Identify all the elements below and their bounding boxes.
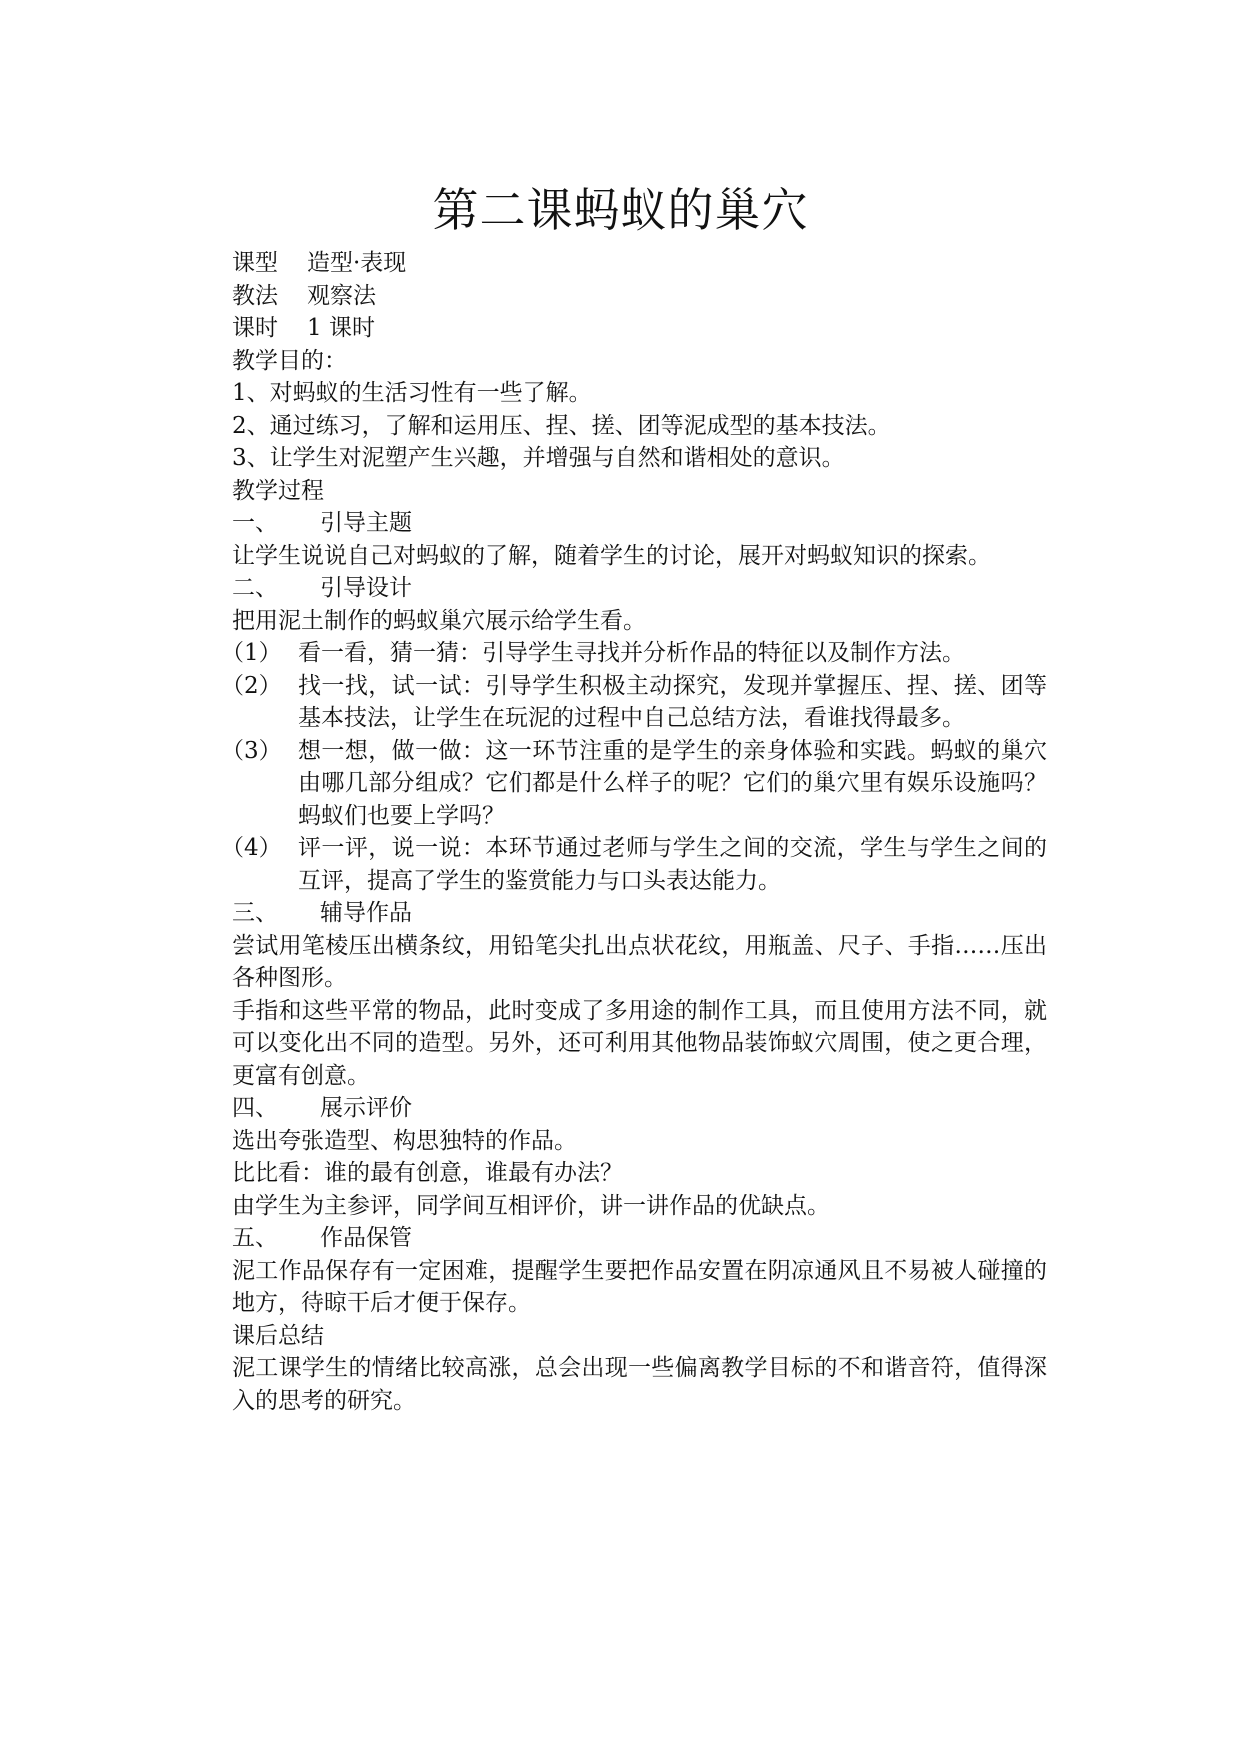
item-text: 找一找，试一试：引导学生积极主动探究，发现并掌握压、捏、搓、团等基本技法，让学生在玩泥的过程中自己总结方法，看谁找得最多。 [298, 672, 1047, 731]
objective-item: 2、通过练习，了解和运用压、捏、搓、团等泥成型的基本技法。 [232, 412, 891, 439]
meta-label: 课型 [232, 250, 278, 276]
section-number: 二、 [232, 575, 278, 601]
section-title: 辅导作品 [320, 900, 412, 926]
meta-value: 造型·表现 [307, 250, 407, 276]
numbered-item [221, 832, 1047, 897]
section-paragraph: 由学生为主参评，同学间互相评价，讲一讲作品的优缺点。 [232, 1192, 830, 1219]
page-title: 第二课蚂蚁的巢穴 [432, 183, 809, 237]
section-heading [232, 1092, 1047, 1125]
summary-heading: 课后总结 [232, 1322, 324, 1349]
numbered-item [221, 670, 1047, 735]
objectives-heading: 教学目的： [232, 347, 347, 374]
section-title: 作品保管 [320, 1225, 412, 1251]
item-text: 评一评，说一说：本环节通过老师与学生之间的交流，学生与学生之间的互评，提高了学生的鉴赏能力与口头表达能力。 [298, 835, 1047, 894]
numbered-item [221, 735, 1047, 833]
section-paragraph: 选出夸张造型、构思独特的作品。 [232, 1127, 577, 1154]
meta-class-hours [232, 312, 1047, 345]
item-number: （2） [221, 672, 282, 699]
section-paragraph: 泥工作品保存有一定困难，提醒学生要把作品安置在阴凉通风且不易被人碰撞的地方，待晾干后才便于保存。 [232, 1257, 1047, 1316]
meta-lesson-type [232, 247, 1047, 280]
section-title: 引导主题 [320, 510, 412, 536]
numbered-item [221, 637, 1047, 670]
objective-item: 3、让学生对泥塑产生兴趣，并增强与自然和谐相处的意识。 [232, 445, 845, 471]
item-number: （4） [221, 835, 282, 861]
meta-value: 观察法 [307, 282, 376, 309]
section-number: 四、 [232, 1095, 278, 1121]
item-text: 看一看，猜一猜：引导学生寻找并分析作品的特征以及制作方法。 [298, 640, 965, 666]
meta-label: 教法 [232, 282, 278, 309]
section-heading [232, 897, 1047, 930]
meta-value: 1 课时 [307, 315, 375, 341]
item-number: （1） [221, 640, 282, 666]
process-heading: 教学过程 [232, 477, 324, 504]
section-paragraph: 手指和这些平常的物品，此时变成了多用途的制作工具，而且使用方法不同，就可以变化出不同的造型。另外，还可利用其他物品装饰蚁穴周围，使之更合理，更富有创意。 [232, 997, 1047, 1089]
section-number: 一、 [232, 510, 278, 536]
section-heading [232, 1222, 1047, 1255]
item-text: 想一想，做一做：这一环节注重的是学生的亲身体验和实践。蚂蚁的巢穴由哪几部分组成？它们都是什么样子的呢？它们的巢穴里有娱乐设施吗？蚂蚁们也要上学吗？ [298, 737, 1047, 829]
section-title: 引导设计 [320, 575, 412, 601]
lesson-content [221, 247, 1047, 1417]
section-paragraph: 让学生说说自己对蚂蚁的了解，随着学生的讨论，展开对蚂蚁知识的探索。 [232, 542, 991, 569]
section-heading [232, 507, 1047, 540]
section-number: 五、 [232, 1225, 278, 1251]
section-title: 展示评价 [320, 1095, 412, 1121]
section-heading [232, 572, 1047, 605]
meta-label: 课时 [232, 315, 278, 341]
meta-teaching-method [232, 280, 1047, 313]
objective-item: 1、对蚂蚁的生活习性有一些了解。 [232, 380, 592, 406]
section-number: 三、 [232, 900, 278, 926]
section-paragraph: 比比看：谁的最有创意，谁最有办法？ [232, 1160, 623, 1186]
section-paragraph: 尝试用笔棱压出横条纹，用铅笔尖扎出点状花纹，用瓶盖、尺子、手指……压出各种图形。 [232, 932, 1047, 991]
item-number: （3） [221, 737, 282, 764]
summary-paragraph: 泥工课学生的情绪比较高涨，总会出现一些偏离教学目标的不和谐音符，值得深入的思考的研究。 [232, 1355, 1047, 1414]
section-paragraph: 把用泥土制作的蚂蚁巢穴展示给学生看。 [232, 607, 646, 634]
